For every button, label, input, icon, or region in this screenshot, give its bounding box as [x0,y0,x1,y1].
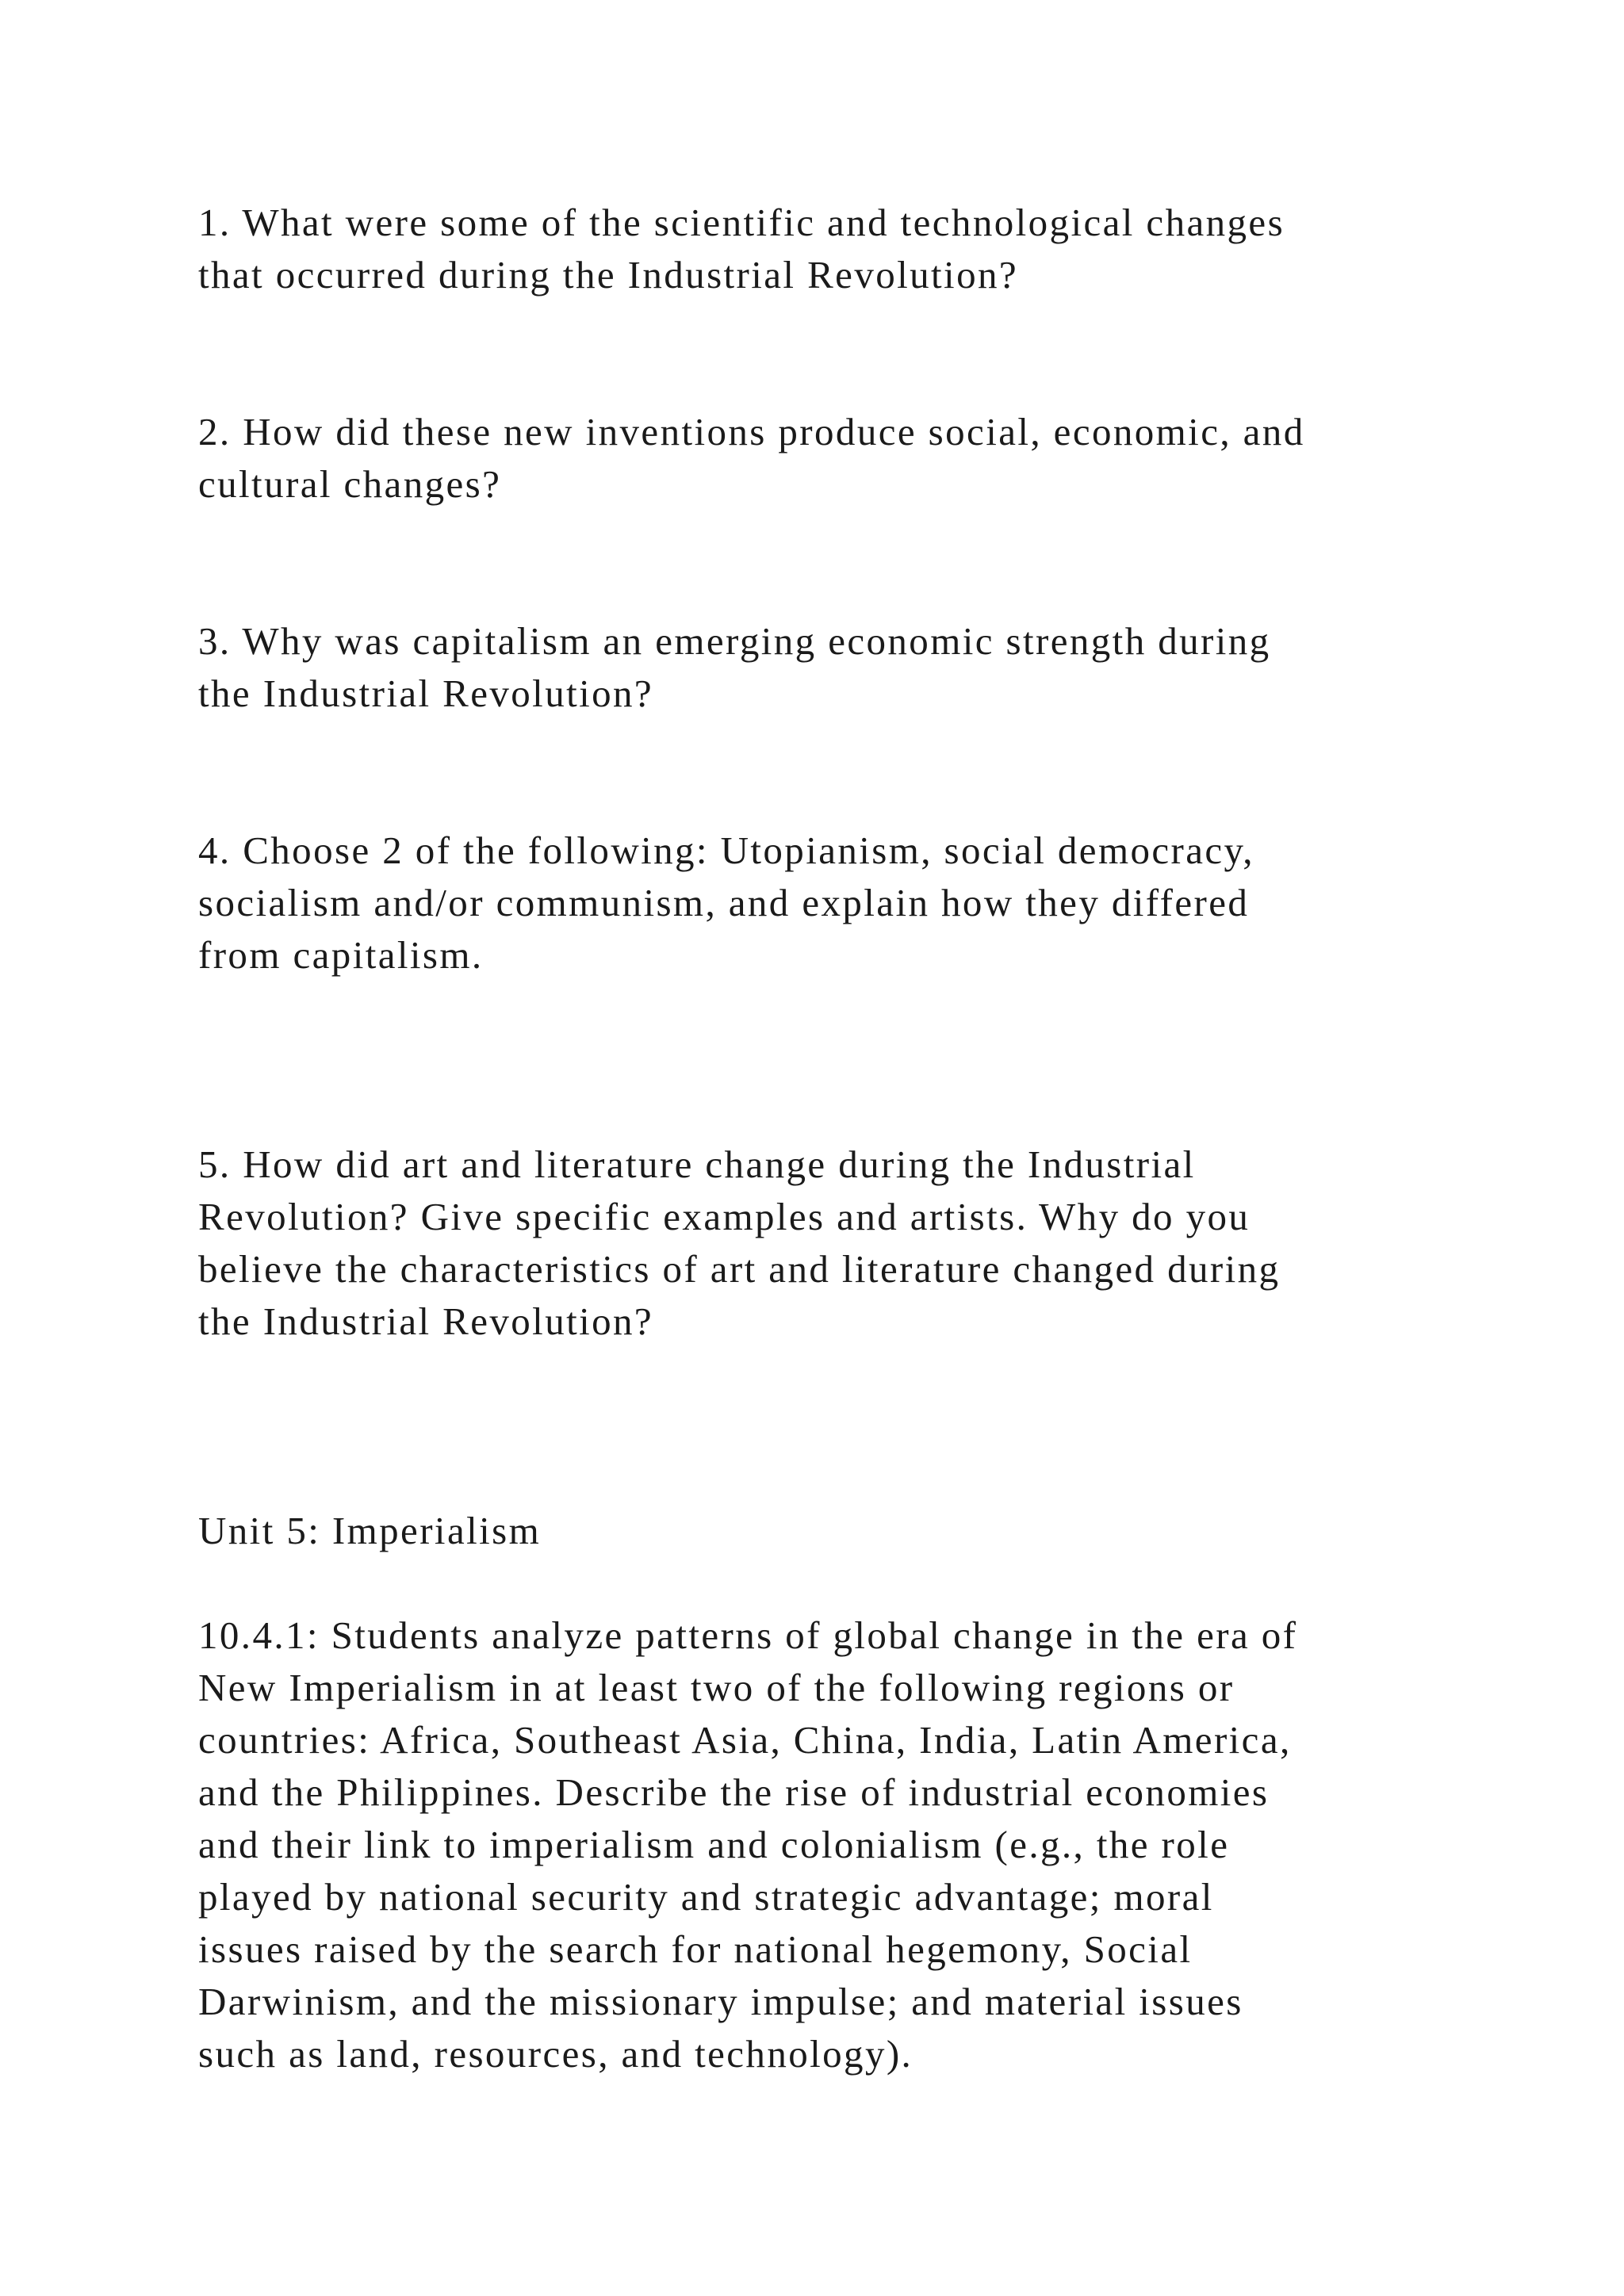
standard-line-4: and the Philippines. Describe the rise of industrial economies [198,1770,1270,1814]
question-1-line-1: 1. What were some of the scientific and technological changes [198,201,1285,244]
question-5-line-4: the Industrial Revolution? [198,1299,654,1343]
question-5-line-1: 5. How did art and literature change during the Industrial [198,1142,1196,1186]
question-4-line-1: 4. Choose 2 of the following: Utopianism, social democracy, [198,828,1254,872]
standard-line-8: Darwinism, and the missionary impulse; and material issues [198,1980,1243,2023]
standard-line-7: issues raised by the search for national hegemony, Social [198,1927,1193,1971]
standard-line-5: and their link to imperialism and colonialism (e.g., the role [198,1823,1230,1866]
question-3-line-1: 3. Why was capitalism an emerging economic strength during [198,619,1271,663]
standard-line-2: New Imperialism in at least two of the following regions or [198,1666,1235,1709]
standard-line-1: 10.4.1: Students analyze patterns of global change in the era of [198,1613,1298,1657]
question-2-line-1: 2. How did these new inventions produce social, economic, and [198,410,1305,453]
question-4-line-3: from capitalism. [198,933,484,977]
unit-heading: Unit 5: Imperialism [198,1509,542,1552]
question-5-line-3: believe the characteristics of art and literature changed during [198,1247,1281,1291]
standard-line-6: played by national security and strategic advantage; moral [198,1875,1214,1919]
question-4-line-2: socialism and/or communism, and explain how they differed [198,881,1250,924]
question-2-line-2: cultural changes? [198,462,502,506]
standard-line-3: countries: Africa, Southeast Asia, China, India, Latin America, [198,1718,1292,1762]
question-3-line-2: the Industrial Revolution? [198,672,654,715]
question-1-line-2: that occurred during the Industrial Revolution? [198,253,1019,297]
question-5-line-2: Revolution? Give specific examples and artists. Why do you [198,1195,1251,1238]
standard-line-9: such as land, resources, and technology). [198,2032,914,2076]
